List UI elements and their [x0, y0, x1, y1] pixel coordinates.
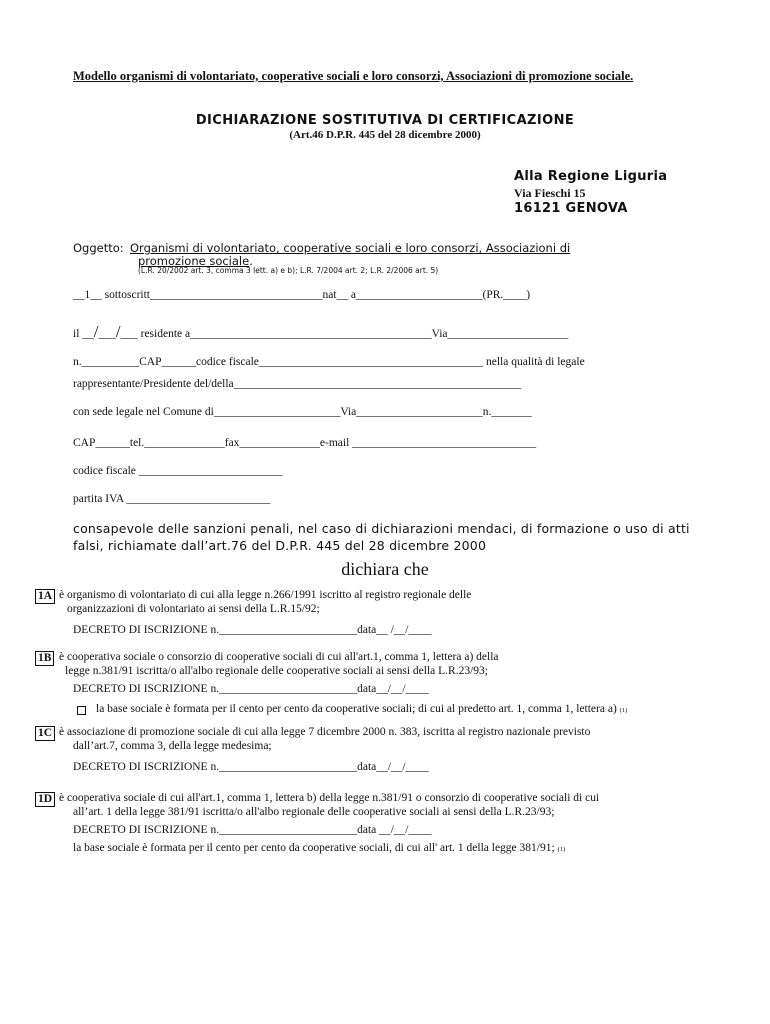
sottoscritto-field[interactable]: __1__ sottoscritt______________________________nat__ a______________________(PR.____)	[73, 289, 531, 301]
option-1d-base-sociale-text: la base sociale è formata per il cento per cento da cooperative sociali, di cui all' art. 1 della legge 381/91;	[73, 842, 555, 854]
document-title: DICHIARAZIONE SOSTITUTIVA DI CERTIFICAZIONE	[195, 113, 575, 128]
sede-legale-field[interactable]: con sede legale nel Comune di______________________Via______________________n._______	[73, 406, 532, 418]
birthdate-year-residence: ___ residente a__________________________________________Via_____________________	[120, 328, 569, 340]
oggetto-label: Oggetto:	[73, 241, 124, 255]
date-separator: /	[93, 322, 99, 341]
oggetto-text-line2-end: .	[249, 254, 253, 268]
option-1d-base-sociale	[73, 842, 565, 854]
option-1b-label[interactable]: 1B	[35, 651, 54, 666]
option-1a-line1: è organismo di volontariato di cui alla legge n.266/1991 iscritto al registro regionale delle	[59, 589, 472, 601]
recipient-city: 16121 GENOVA	[514, 201, 628, 216]
birthdate-day: il __	[73, 328, 94, 340]
footnote-marker: (1)	[557, 846, 566, 853]
oggetto-text: Organismi di volontariato, cooperative sociali e loro consorzi, Associazioni di	[130, 241, 571, 255]
option-1b-base-sociale-text: la base sociale è formata per il cento per cento da cooperative sociali; di cui al predetto art. 1, comma 1, lettera a)	[96, 703, 617, 715]
document-subtitle: (Art.46 D.P.R. 445 del 28 dicembre 2000)	[289, 129, 481, 141]
option-1b-line2: legge n.381/91 iscritta/o all'albo regionale delle cooperative sociali ai sensi della L.R.23/93;	[65, 665, 488, 677]
cap-codice-fiscale-field[interactable]: n.__________CAP______codice fiscale_______________________________________ nella qualità di legale	[73, 356, 585, 368]
codice-fiscale-field[interactable]: codice fiscale _________________________	[73, 465, 283, 477]
birthdate-month: ___	[98, 328, 116, 340]
option-1b-line1: è cooperativa sociale o consorzio di cooperative sociali di cui all'art.1, comma 1, lettera a) della	[59, 651, 499, 663]
option-1d-label[interactable]: 1D	[35, 792, 55, 807]
option-1c-line1: è associazione di promozione sociale di cui alla legge 7 dicembre 2000 n. 383, iscritta al registro nazionale previsto	[59, 726, 591, 738]
checkbox-icon[interactable]	[77, 706, 86, 715]
recipient-name: Alla Regione Liguria	[514, 169, 668, 184]
oggetto-text-line2: promozione sociale	[138, 254, 250, 268]
option-1d-line2: all’art. 1 della legge 381/91 iscritta/o all'albo regionale delle cooperative sociali ai sensi della L.R.23/93;	[73, 806, 555, 818]
option-1a-label[interactable]: 1A	[35, 589, 55, 604]
option-1b-base-sociale	[96, 703, 627, 715]
option-1d-line1: è cooperativa sociale di cui all'art.1, comma 1, lettera b) della legge n.381/91 o consorzio di cooperative sociali di cui	[59, 792, 600, 804]
option-1a-line2: organizzazioni di volontariato ai sensi della L.R.15/92;	[67, 603, 320, 615]
option-1c-label[interactable]: 1C	[35, 726, 55, 741]
dichiara-heading: dichiara che	[341, 559, 429, 579]
model-title: Modello organismi di volontariato, cooperative sociali e loro consorzi, Associazioni di promozione sociale.	[73, 69, 634, 83]
option-1a-decreto[interactable]: DECRETO DI ISCRIZIONE n.________________________data__ /__/____	[73, 624, 432, 636]
partita-iva-field[interactable]: partita IVA _________________________	[73, 493, 271, 505]
option-1b-decreto[interactable]: DECRETO DI ISCRIZIONE n.________________________data__/__/____	[73, 683, 429, 695]
rappresentante-field[interactable]: rappresentante/Presidente del/della__________________________________________________	[73, 378, 522, 390]
option-1c-line2: dall’art.7, comma 3, della legge medesima;	[73, 740, 272, 752]
contact-field[interactable]: CAP______tel.______________fax______________e-mail ________________________________	[73, 437, 537, 449]
recipient-street: Via Fieschi 15	[514, 186, 586, 200]
option-1d-decreto[interactable]: DECRETO DI ISCRIZIONE n.________________________data __/__/____	[73, 824, 432, 836]
oggetto-reference: (L.R. 20/2002 art. 3, comma 3 lett. a) e b); L.R. 7/2004 art. 2; L.R. 2/2006 art. 5)	[138, 266, 439, 275]
birthdate-residence-field[interactable]	[73, 322, 568, 342]
date-separator: /	[115, 322, 121, 341]
consapevole-statement: consapevole delle sanzioni penali, nel caso di dichiarazioni mendaci, di formazione o uso di atti falsi, richiamate dall’art.76 del D.P.R. 445 del 28 dicembre 2000	[73, 521, 690, 553]
footnote-marker: (1)	[619, 707, 628, 714]
option-1c-decreto[interactable]: DECRETO DI ISCRIZIONE n.________________________data__/__/____	[73, 761, 429, 773]
